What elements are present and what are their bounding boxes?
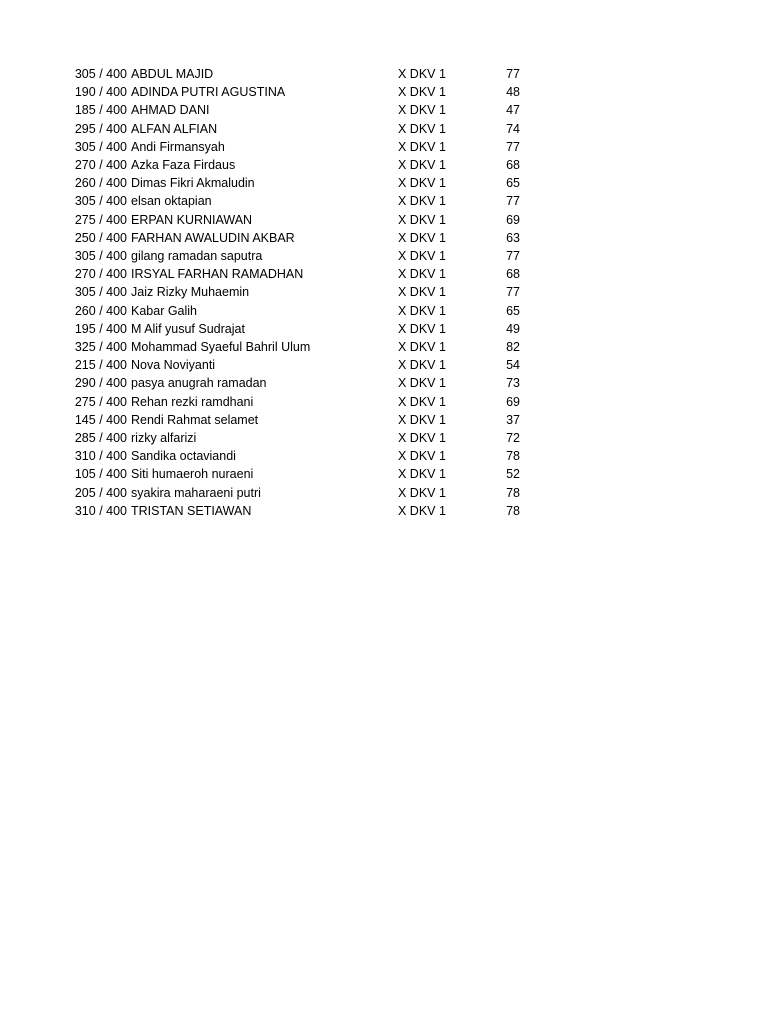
class-cell: X DKV 1 — [398, 249, 446, 264]
table-row — [62, 283, 520, 301]
class-cell: X DKV 1 — [398, 194, 446, 209]
table-row — [62, 302, 520, 320]
name-cell: Kabar Galih — [131, 303, 198, 318]
name-cell: M Alif yusuf Sudrajat — [131, 321, 245, 336]
value-cell: 78 — [506, 449, 520, 464]
name-cell: pasya anugrah ramadan — [131, 376, 267, 391]
value-cell: 65 — [506, 176, 520, 191]
name-cell: Rendi Rahmat selamet — [131, 412, 259, 427]
value-cell: 54 — [506, 358, 520, 373]
class-cell: X DKV 1 — [398, 85, 446, 100]
score-cell: 195 / 400 — [74, 321, 127, 336]
class-cell: X DKV 1 — [398, 394, 446, 409]
table-row — [62, 174, 520, 192]
value-cell: 68 — [506, 158, 520, 173]
score-cell: 305 / 400 — [74, 139, 127, 154]
name-cell: Rehan rezki ramdhani — [131, 394, 254, 409]
class-cell: X DKV 1 — [398, 158, 446, 173]
score-cell: 305 / 400 — [74, 249, 127, 264]
value-cell: 49 — [506, 321, 520, 336]
score-cell: 305 / 400 — [74, 67, 127, 81]
value-cell: 47 — [506, 103, 520, 118]
value-cell: 77 — [506, 194, 520, 209]
table-row — [62, 484, 520, 502]
value-cell: 77 — [506, 249, 520, 264]
class-cell: X DKV 1 — [398, 467, 446, 482]
class-cell: X DKV 1 — [398, 67, 446, 81]
score-cell: 305 / 400 — [74, 285, 127, 300]
class-cell: X DKV 1 — [398, 139, 446, 154]
value-cell: 77 — [506, 285, 520, 300]
name-cell: Siti humaeroh nuraeni — [131, 467, 254, 482]
value-cell: 78 — [506, 485, 520, 500]
value-cell: 77 — [506, 139, 520, 154]
class-cell: X DKV 1 — [398, 121, 446, 136]
table-row — [62, 320, 520, 338]
class-cell: X DKV 1 — [398, 176, 446, 191]
name-cell: Mohammad Syaeful Bahril Ulum — [131, 340, 311, 355]
table-row — [62, 411, 520, 429]
score-cell: 250 / 400 — [74, 230, 127, 245]
score-cell: 310 / 400 — [74, 449, 127, 464]
name-cell: IRSYAL FARHAN RAMADHAN — [131, 267, 304, 282]
table-row — [62, 465, 520, 483]
class-cell: X DKV 1 — [398, 285, 446, 300]
class-cell: X DKV 1 — [398, 267, 446, 282]
score-cell: 260 / 400 — [74, 176, 127, 191]
score-cell: 215 / 400 — [74, 358, 127, 373]
score-cell: 260 / 400 — [74, 303, 127, 318]
table-row — [62, 393, 520, 411]
name-cell: ALFAN ALFIAN — [131, 121, 218, 136]
score-cell: 270 / 400 — [74, 158, 127, 173]
value-cell: 74 — [506, 121, 520, 136]
score-cell: 205 / 400 — [74, 485, 127, 500]
value-cell: 69 — [506, 394, 520, 409]
score-cell: 325 / 400 — [74, 340, 127, 355]
class-cell: X DKV 1 — [398, 103, 446, 118]
name-cell: rizky alfarizi — [131, 431, 197, 446]
name-cell: Andi Firmansyah — [131, 139, 225, 154]
name-cell: Azka Faza Firdaus — [131, 158, 236, 173]
table-row — [62, 101, 520, 119]
score-table — [62, 65, 520, 520]
class-cell: X DKV 1 — [398, 321, 446, 336]
value-cell: 78 — [506, 503, 520, 518]
value-cell: 52 — [506, 467, 520, 482]
class-cell: X DKV 1 — [398, 449, 446, 464]
table-row — [62, 447, 520, 465]
name-cell: ADINDA PUTRI AGUSTINA — [131, 85, 286, 100]
class-cell: X DKV 1 — [398, 376, 446, 391]
score-cell: 270 / 400 — [74, 267, 127, 282]
table-row — [62, 265, 520, 283]
score-cell: 185 / 400 — [74, 103, 127, 118]
value-cell: 68 — [506, 267, 520, 282]
value-cell: 82 — [506, 340, 520, 355]
value-cell: 73 — [506, 376, 520, 391]
score-cell: 190 / 400 — [74, 85, 127, 100]
class-cell: X DKV 1 — [398, 503, 446, 518]
table-row — [62, 338, 520, 356]
value-cell: 65 — [506, 303, 520, 318]
name-cell: TRISTAN SETIAWAN — [131, 503, 252, 518]
score-cell: 105 / 400 — [74, 467, 127, 482]
name-cell: Dimas Fikri Akmaludin — [131, 176, 255, 191]
table-row — [62, 83, 520, 101]
value-cell: 72 — [506, 431, 520, 446]
name-cell: AHMAD DANI — [131, 103, 210, 118]
name-cell: ABDUL MAJID — [131, 67, 214, 81]
class-cell: X DKV 1 — [398, 212, 446, 227]
name-cell: FARHAN AWALUDIN AKBAR — [131, 230, 295, 245]
table-row — [62, 120, 520, 138]
class-cell: X DKV 1 — [398, 358, 446, 373]
class-cell: X DKV 1 — [398, 303, 446, 318]
name-cell: Nova Noviyanti — [131, 358, 216, 373]
score-cell: 285 / 400 — [74, 431, 127, 446]
class-cell: X DKV 1 — [398, 412, 446, 427]
class-cell: X DKV 1 — [398, 431, 446, 446]
class-cell: X DKV 1 — [398, 485, 446, 500]
name-cell: elsan oktapian — [131, 194, 212, 209]
table-row — [62, 356, 520, 374]
score-cell: 275 / 400 — [74, 212, 127, 227]
score-cell: 305 / 400 — [74, 194, 127, 209]
value-cell: 77 — [506, 67, 520, 81]
value-cell: 63 — [506, 230, 520, 245]
score-cell: 295 / 400 — [74, 121, 127, 136]
table-row — [62, 429, 520, 447]
name-cell: Jaiz Rizky Muhaemin — [131, 285, 250, 300]
value-cell: 69 — [506, 212, 520, 227]
score-cell: 275 / 400 — [74, 394, 127, 409]
table-row — [62, 192, 520, 210]
table-row — [62, 65, 520, 83]
name-cell: syakira maharaeni putri — [131, 485, 261, 500]
name-cell: gilang ramadan saputra — [131, 249, 263, 264]
table-row — [62, 229, 520, 247]
table-row — [62, 502, 520, 520]
score-cell: 145 / 400 — [74, 412, 127, 427]
class-cell: X DKV 1 — [398, 340, 446, 355]
name-cell: ERPAN KURNIAWAN — [131, 212, 253, 227]
score-cell: 310 / 400 — [74, 503, 127, 518]
score-cell: 290 / 400 — [74, 376, 127, 391]
value-cell: 37 — [506, 412, 520, 427]
table-row — [62, 247, 520, 265]
name-cell: Sandika octaviandi — [131, 449, 236, 464]
table-row — [62, 156, 520, 174]
class-cell: X DKV 1 — [398, 230, 446, 245]
score-table-body — [62, 65, 520, 520]
table-row — [62, 138, 520, 156]
table-row — [62, 211, 520, 229]
table-row — [62, 374, 520, 392]
value-cell: 48 — [506, 85, 520, 100]
